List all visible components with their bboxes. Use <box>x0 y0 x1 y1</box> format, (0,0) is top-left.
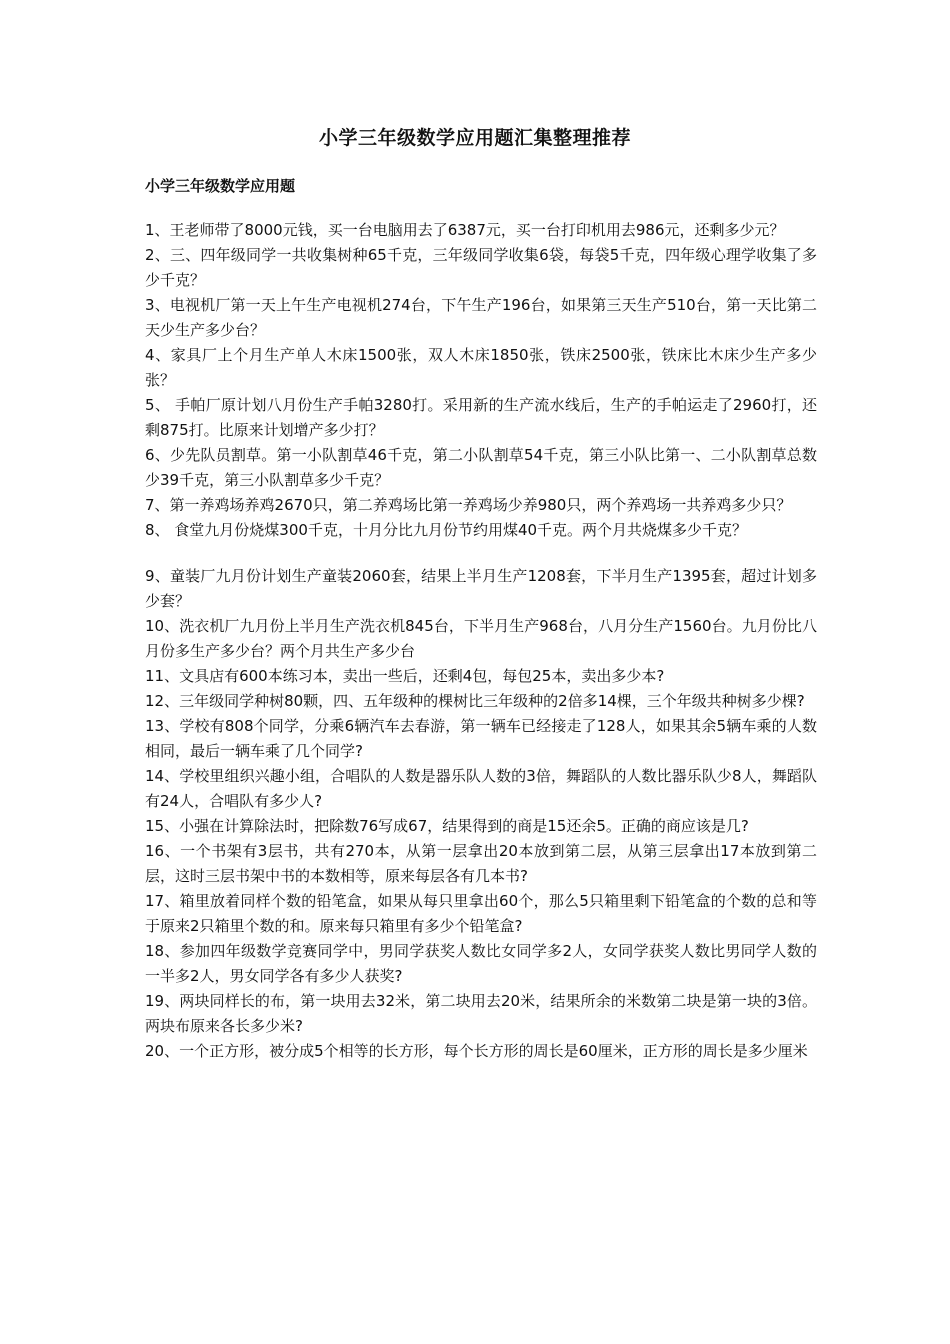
document-title: 小学三年级数学应用题汇集整理推荐 <box>318 127 631 149</box>
question-item: 15、小强在计算除法时，把除数76写成67，结果得到的商是15还余5。正确的商应该是几? <box>145 817 749 835</box>
question-item: 12、三年级同学种树80颗，四、五年级种的棵树比三年级种的2倍多14棵，三个年级共种树多少棵? <box>145 692 805 710</box>
question-item: 7、第一养鸡场养鸡2670只，第二养鸡场比第一养鸡场少养980只，两个养鸡场一共养鸡多少只？ <box>145 496 792 514</box>
question-item: 4、家具厂上个月生产单人木床1500张，双人木床1850张，铁床2500张，铁床比木床少生产多少张？ <box>145 346 817 389</box>
question-item: 11、文具店有600本练习本，卖出一些后，还剩4包，每包25本，卖出多少本? <box>145 667 665 685</box>
question-item: 5、 手帕厂原计划八月份生产手帕3280打。采用新的生产流水线后，生产的手帕运走了2960打，还剩875打。比原来计划增产多少打？ <box>145 396 817 439</box>
question-item: 16、一个书架有3层书，共有270本，从第一层拿出20本放到第二层，从第三层拿出17本放到第二层，这时三层书架中书的本数相等，原来每层各有几本书? <box>145 842 817 885</box>
question-list <box>145 218 817 1064</box>
question-item: 1、王老师带了8000元钱，买一台电脑用去了6387元，买一台打印机用去986元，还剩多少元？ <box>145 221 785 239</box>
question-item: 20、一个正方形，被分成5个相等的长方形，每个长方形的周长是60厘米，正方形的周长是多少厘米 <box>145 1042 808 1060</box>
question-item: 10、洗衣机厂九月份上半月生产洗衣机845台，下半月生产968台，八月分生产1560台。九月份比八月份多生产多少台？两个月共生产多少台 <box>145 617 817 660</box>
question-item: 6、少先队员割草。第一小队割草46千克，第二小队割草54千克，第三小队比第一、二小队割草总数少39千克，第三小队割草多少千克？ <box>145 446 817 489</box>
question-item: 8、 食堂九月份烧煤300千克，十月分比九月份节约用煤40千克。两个月共烧煤多少千克？ <box>145 521 748 539</box>
question-item: 2、三、四年级同学一共收集树种65千克，三年级同学收集6袋，每袋5千克，四年级心理学收集了多少千克？ <box>145 246 817 289</box>
question-item: 18、参加四年级数学竞赛同学中，男同学获奖人数比女同学多2人，女同学获奖人数比男同学人数的一半多2人，男女同学各有多少人获奖? <box>145 942 817 985</box>
question-item: 3、电视机厂第一天上午生产电视机274台，下午生产196台，如果第三天生产510台，第一天比第二天少生产多少台？ <box>145 296 817 339</box>
question-item: 13、学校有808个同学，分乘6辆汽车去春游，第一辆车已经接走了128人，如果其余5辆车乘的人数相同，最后一辆车乘了几个同学? <box>145 717 817 760</box>
question-item: 9、童装厂九月份计划生产童装2060套，结果上半月生产1208套，下半月生产1395套，超过计划多少套？ <box>145 567 817 610</box>
question-item: 19、两块同样长的布，第一块用去32米，第二块用去20米，结果所余的米数第二块是第一块的3倍。两块布原来各长多少米? <box>145 992 817 1035</box>
question-item: 17、箱里放着同样个数的铅笔盒，如果从每只里拿出60个，那么5只箱里剩下铅笔盒的个数的总和等于原来2只箱里个数的和。原来每只箱里有多少个铅笔盒? <box>145 892 817 935</box>
question-item: 14、学校里组织兴趣小组，合唱队的人数是器乐队人数的3倍，舞蹈队的人数比器乐队少8人，舞蹈队有24人，合唱队有多少人? <box>145 767 817 810</box>
section-heading: 小学三年级数学应用题 <box>145 177 296 195</box>
